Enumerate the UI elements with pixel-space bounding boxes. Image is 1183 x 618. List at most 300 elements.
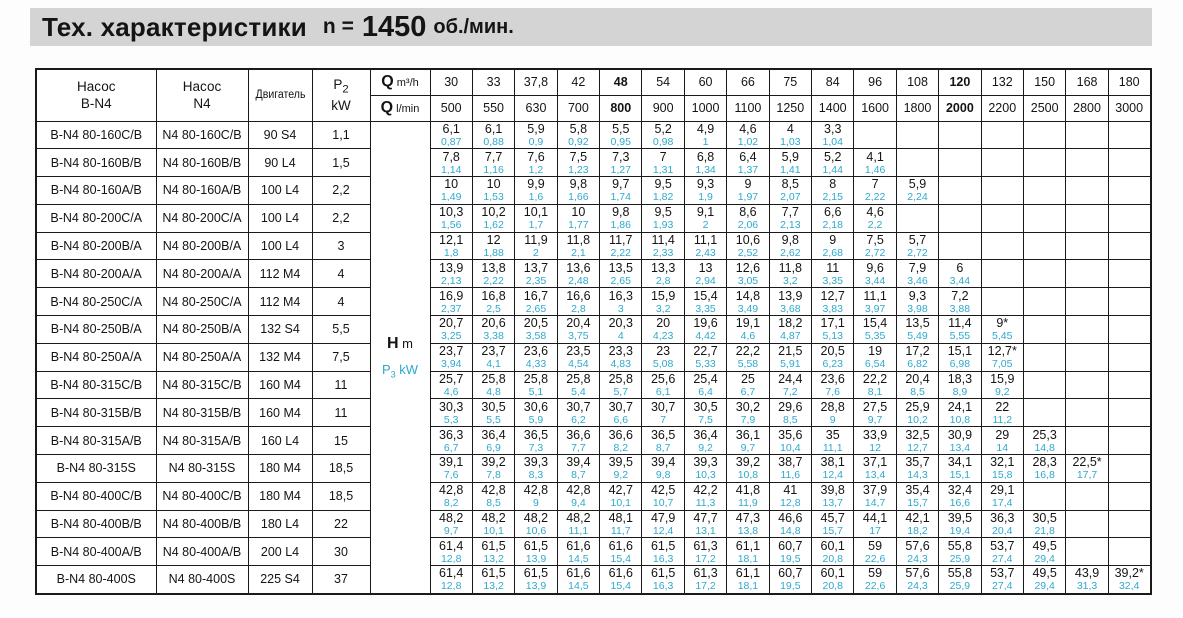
h-value: 7,5 [569, 149, 588, 164]
data-cell [557, 204, 599, 232]
data-cell [727, 232, 769, 260]
pump-bn4-cell: B-N4 80-250C/A [36, 288, 156, 316]
h-value: 25,9 [905, 399, 930, 414]
p3-value: 1,37 [737, 163, 759, 176]
data-cell [812, 371, 854, 399]
pump-n4-cell: N4 80-400S [156, 566, 248, 594]
data-cell [939, 343, 981, 371]
h-value: 39,5 [608, 455, 633, 470]
p3-value: 6,1 [655, 386, 671, 399]
h-value: 5,9 [527, 121, 545, 136]
p3-value: 9 [829, 413, 836, 426]
p3-value: 12,8 [440, 552, 462, 565]
h-value: 61,5 [481, 538, 506, 553]
p3-value: 13,4 [864, 469, 886, 482]
q-m3h-value: 96 [854, 69, 896, 95]
p3-value: 1,16 [483, 163, 504, 176]
data-cell [939, 288, 981, 316]
p3-value: 3,94 [440, 358, 462, 371]
data-cell [981, 510, 1023, 538]
p3-value: 1 [702, 135, 709, 148]
data-cell [939, 510, 981, 538]
pump-bn4-cell: B-N4 80-400S [36, 566, 156, 594]
h-value: 32,5 [905, 427, 930, 442]
h-value: 3,3 [824, 121, 842, 136]
data-cell [684, 482, 726, 510]
h-value: 25,8 [523, 372, 549, 387]
data-cell [854, 343, 896, 371]
data-cell [939, 232, 981, 260]
pump-n4-cell: N4 80-250B/A [156, 316, 248, 344]
data-cell [642, 510, 684, 538]
pump-n4-cell: N4 80-200B/A [156, 232, 248, 260]
p3-value: 3,05 [737, 274, 759, 287]
data-cell [896, 399, 938, 427]
data-cell [727, 538, 769, 566]
p2-cell: 37 [312, 566, 370, 594]
motor-cell: 160 M4 [248, 399, 312, 427]
h-value [1024, 385, 1065, 386]
q-m3h-value: 168 [1066, 69, 1108, 95]
data-cell [812, 482, 854, 510]
p3-value: 0,9 [528, 135, 544, 148]
data-cell [600, 538, 642, 566]
data-cell [430, 427, 472, 455]
data-cell [854, 232, 896, 260]
data-cell [1066, 482, 1108, 510]
data-cell [939, 260, 981, 288]
data-cell [515, 316, 557, 344]
h-value [1066, 162, 1107, 163]
h-value: 61,1 [735, 538, 761, 553]
p2-cell: 30 [312, 538, 370, 566]
h-value [982, 246, 1023, 247]
h-value: 11,4 [948, 316, 972, 331]
p3-value: 1,62 [483, 219, 504, 232]
h-value [982, 190, 1023, 191]
pump-n4-cell: N4 80-200A/A [156, 260, 248, 288]
h-value [1066, 412, 1107, 413]
data-cell [981, 149, 1023, 177]
p3-value: 12 [869, 441, 881, 454]
q-lmin-value: 2200 [981, 95, 1023, 121]
p3-value: 10,8 [949, 413, 971, 426]
data-cell [812, 149, 854, 177]
h-value: 35,7 [905, 455, 930, 470]
h-value [897, 162, 938, 163]
h-value: 38,1 [820, 455, 845, 470]
h-value: 19,1 [735, 316, 761, 331]
h-value: 35,6 [778, 427, 803, 442]
h-value: 29,1 [990, 483, 1015, 498]
data-cell [939, 177, 981, 205]
p3-value: 17,2 [695, 580, 716, 593]
h-value: 61,3 [693, 538, 718, 553]
p3-value: 15,7 [907, 497, 928, 510]
p3-value: 6,6 [613, 413, 629, 426]
h-value: 47,7 [693, 511, 718, 526]
data-cell [472, 204, 514, 232]
pump-n4-cell: N4 80-250A/A [156, 343, 248, 371]
data-cell [981, 260, 1023, 288]
data-cell [896, 427, 938, 455]
data-cell [981, 204, 1023, 232]
p3-value: 11,3 [695, 497, 716, 510]
h-value: 42,1 [905, 511, 930, 526]
h-value [1109, 218, 1150, 219]
h-value: 9,8 [569, 177, 588, 192]
h-value: 13,6 [566, 260, 591, 275]
h-value [1066, 496, 1107, 497]
data-cell [1066, 121, 1108, 149]
p3-value: 9,2 [698, 441, 713, 454]
data-cell [1023, 455, 1065, 483]
h-value: 22,5* [1072, 455, 1102, 470]
p3-value: 2,13 [780, 219, 801, 232]
motor-cell: 90 L4 [248, 149, 312, 177]
h-value: 13,5 [905, 316, 930, 331]
data-cell [854, 371, 896, 399]
data-cell [854, 204, 896, 232]
p2-cell: 7,5 [312, 343, 370, 371]
h-value [982, 162, 1023, 163]
data-cell [769, 149, 811, 177]
h-value: 41 [783, 483, 798, 498]
h-value: 39,5 [947, 511, 973, 526]
h-value: 61,1 [735, 566, 761, 581]
data-cell [769, 288, 811, 316]
pump-n4-cell: N4 80-400B/B [156, 510, 248, 538]
data-cell [854, 149, 896, 177]
p3-value: 13,8 [737, 525, 759, 538]
data-cell [939, 566, 981, 594]
h-value: 11,1 [693, 233, 718, 248]
h-value [1066, 357, 1107, 358]
h-value: 11,4 [651, 233, 675, 248]
p3-value: 7,6 [443, 469, 459, 482]
q-lmin-value: 1100 [727, 95, 769, 121]
h-value: 25,8 [608, 372, 633, 387]
p2-cell: 15 [312, 427, 370, 455]
p3-value: 6,54 [864, 358, 886, 371]
data-cell [727, 427, 769, 455]
h-value: 39,8 [820, 483, 845, 498]
data-cell [515, 149, 557, 177]
pump-n4-cell: N4 80-315A/B [156, 427, 248, 455]
h-value: 61,3 [693, 566, 718, 581]
data-cell [981, 427, 1023, 455]
h-value: 57,6 [905, 538, 930, 553]
h-value: 34,1 [947, 455, 973, 470]
h-value: 6,1 [484, 121, 503, 136]
data-cell [854, 566, 896, 594]
q-lmin-label: Q l/min [370, 95, 430, 121]
h-value [1066, 246, 1107, 247]
h-value: 8,5 [781, 177, 800, 192]
p3-value: 2,94 [695, 274, 716, 287]
h-value: 10,6 [735, 233, 761, 248]
page-title [30, 8, 1152, 46]
p3-value: 19,5 [780, 552, 801, 565]
data-cell [557, 232, 599, 260]
data-cell [939, 538, 981, 566]
data-cell [642, 177, 684, 205]
h-value: 15,4 [693, 288, 718, 303]
h-value: 32,1 [990, 455, 1015, 470]
h-value: 5,9 [781, 149, 800, 164]
data-cell [430, 399, 472, 427]
data-cell [939, 149, 981, 177]
p3-value: 5,9 [528, 413, 544, 426]
h-value: 5,2 [654, 121, 672, 136]
table-row [36, 232, 1151, 260]
p3-value: 25,9 [949, 580, 971, 593]
p3-value: 18,1 [737, 552, 759, 565]
p3-value: 2 [533, 247, 539, 260]
h-value: 39,4 [566, 455, 591, 470]
data-cell [854, 455, 896, 483]
h-value [982, 273, 1023, 274]
h-value: 46,6 [778, 511, 803, 526]
p3-value: 5,33 [695, 358, 716, 371]
p3-value: 13,2 [483, 580, 504, 593]
h-value [1024, 329, 1065, 330]
p2-cell: 18,5 [312, 455, 370, 483]
h-value: 61,5 [481, 566, 506, 581]
h-value: 20,6 [481, 316, 506, 331]
p3-value: 10,8 [737, 469, 759, 482]
p3-value: 11,6 [780, 469, 801, 482]
data-cell [600, 343, 642, 371]
p3-value: 3,88 [949, 302, 971, 315]
data-cell [854, 427, 896, 455]
p3-value: 7,2 [783, 386, 798, 399]
h-value [1109, 524, 1150, 525]
h-value: 17,2 [905, 344, 930, 359]
motor-cell: 90 S4 [248, 121, 312, 149]
h-value: 15,9 [650, 288, 676, 303]
h-value: 23,6 [523, 344, 549, 359]
h-value [1109, 357, 1150, 358]
p3-value: 2,68 [822, 247, 843, 260]
q-lmin-value: 800 [600, 95, 642, 121]
p3-value: 2,13 [440, 274, 462, 287]
pump-bn4-cell: B-N4 80-200B/A [36, 232, 156, 260]
p3-value: 3,44 [864, 274, 886, 287]
h-value: 12,7* [987, 344, 1017, 359]
data-cell [1066, 232, 1108, 260]
p3-value: 1,56 [440, 219, 462, 232]
h-value: 47,3 [735, 511, 761, 526]
p3-value: 1,53 [483, 191, 504, 204]
col-header-pump-bn4 [36, 69, 156, 121]
q-m3h-value: 132 [981, 69, 1023, 95]
h-value [1024, 496, 1065, 497]
data-cell [727, 177, 769, 205]
h-value: 11,9 [524, 233, 548, 248]
h-value: 23,7 [439, 344, 464, 359]
h-value: 48,2 [566, 511, 591, 526]
p3-value: 1,77 [568, 219, 589, 232]
data-cell [600, 455, 642, 483]
h-value: 30,5 [481, 399, 506, 414]
p3-value: 22,6 [864, 580, 886, 593]
p3-value: 2,72 [907, 247, 928, 260]
h-value [939, 162, 980, 163]
h-value [1024, 357, 1065, 358]
motor-cell: 160 M4 [248, 371, 312, 399]
p3-value: 7,6 [825, 386, 841, 399]
h-value: 53,7 [990, 566, 1015, 581]
h-value: 6,8 [696, 149, 715, 164]
p2-cell: 5,5 [312, 316, 370, 344]
q-lmin-value: 900 [642, 95, 684, 121]
h-value: 5,5 [612, 121, 630, 136]
p3-value: 2,18 [822, 219, 843, 232]
h-value: 30,2 [735, 399, 761, 414]
p3-value: 9,8 [655, 469, 671, 482]
h-value: 29,6 [778, 399, 803, 414]
data-cell [769, 121, 811, 149]
p3-value: 10,1 [610, 497, 631, 510]
h-value: 10,3 [439, 205, 464, 220]
pump-bn4-cell: B-N4 80-400C/B [36, 482, 156, 510]
h-value [1024, 273, 1065, 274]
q-lmin-value: 1400 [812, 95, 854, 121]
data-cell [642, 232, 684, 260]
h-value: 9,1 [696, 205, 715, 220]
h-value: 61,5 [523, 566, 549, 581]
p3-value: 2,07 [780, 191, 801, 204]
h-value [1066, 218, 1107, 219]
pump-bn4-cell: B-N4 80-160B/B [36, 149, 156, 177]
h-value [1066, 329, 1107, 330]
data-cell [684, 316, 726, 344]
p3-value: 1,03 [780, 135, 801, 148]
p3-value: 14,5 [568, 552, 589, 565]
data-cell [939, 121, 981, 149]
data-cell [515, 566, 557, 594]
data-cell [896, 121, 938, 149]
p3-value: 7 [660, 413, 667, 426]
h-value: 10,1 [523, 205, 549, 220]
h-value: 24,1 [947, 399, 973, 414]
table-row [36, 538, 1151, 566]
p3-value: 2,52 [737, 247, 759, 260]
h-value [982, 134, 1023, 135]
h-value: 60,7 [778, 566, 803, 581]
h-value [1066, 440, 1107, 441]
data-cell [896, 371, 938, 399]
p3-value: 4,23 [652, 330, 674, 343]
data-cell [557, 121, 599, 149]
h-value: 19,6 [693, 316, 718, 331]
data-cell [769, 343, 811, 371]
p3-value: 2,5 [486, 302, 501, 315]
q-lmin-value: 630 [515, 95, 557, 121]
data-cell [557, 566, 599, 594]
data-cell [600, 371, 642, 399]
h-value: 9,3 [908, 288, 927, 303]
data-cell [896, 288, 938, 316]
data-cell [854, 121, 896, 149]
p3-value: 9,7 [867, 413, 883, 426]
data-cell [981, 232, 1023, 260]
data-cell [1066, 566, 1108, 594]
h-value: 30,7 [608, 399, 633, 414]
data-cell [557, 149, 599, 177]
data-cell [769, 566, 811, 594]
h-value [1066, 190, 1107, 191]
data-cell [727, 399, 769, 427]
h-value [982, 301, 1023, 302]
motor-cell: 225 S4 [248, 566, 312, 594]
p3-value: 1,86 [610, 219, 631, 232]
p3-value: 5,49 [907, 330, 928, 343]
p2-cell: 11 [312, 371, 370, 399]
data-cell [600, 482, 642, 510]
data-cell [812, 510, 854, 538]
p3-value: 8,5 [910, 386, 925, 399]
data-cell [684, 427, 726, 455]
data-cell [896, 343, 938, 371]
data-cell [727, 316, 769, 344]
pump-bn4-cell: B-N4 80-315S [36, 455, 156, 483]
h-value: 23 [656, 344, 671, 359]
p3-value: 12,8 [440, 580, 462, 593]
p3-value: 24,3 [907, 580, 928, 593]
data-cell [600, 288, 642, 316]
data-cell [684, 232, 726, 260]
data-cell [727, 482, 769, 510]
p3-value: 9,2 [994, 386, 1010, 399]
p3-value: 2,1 [571, 247, 586, 260]
p3-value: 4,87 [780, 330, 801, 343]
h-value: 36,3 [439, 427, 464, 442]
h-value: 23,3 [608, 344, 633, 359]
data-cell [684, 566, 726, 594]
data-cell [1066, 427, 1108, 455]
p3-value: 21,8 [1034, 525, 1055, 538]
data-cell [515, 121, 557, 149]
data-cell [557, 177, 599, 205]
p2-cell: 2,2 [312, 177, 370, 205]
h-value: 19 [868, 344, 883, 359]
q-lmin-value: 2000 [939, 95, 981, 121]
data-cell [515, 204, 557, 232]
data-cell [600, 399, 642, 427]
table-row [36, 482, 1151, 510]
h-value: 7,2 [951, 288, 969, 303]
h-value: 28,8 [820, 399, 845, 414]
data-cell [1066, 204, 1108, 232]
h-value: 22,2 [862, 372, 888, 387]
h-value [982, 218, 1023, 219]
data-cell [939, 371, 981, 399]
table-row [36, 455, 1151, 483]
data-cell [896, 232, 938, 260]
data-cell [472, 566, 514, 594]
h-value: 13,8 [481, 260, 506, 275]
h-value [1024, 190, 1065, 191]
p3-value: 0,92 [568, 135, 589, 148]
p3-value: 13,1 [695, 525, 716, 538]
p3-value: 7,5 [698, 413, 713, 426]
motor-cell: 132 S4 [248, 316, 312, 344]
p3-value: 27,4 [992, 552, 1013, 565]
h-value: 7,9 [908, 260, 927, 275]
data-cell [896, 260, 938, 288]
